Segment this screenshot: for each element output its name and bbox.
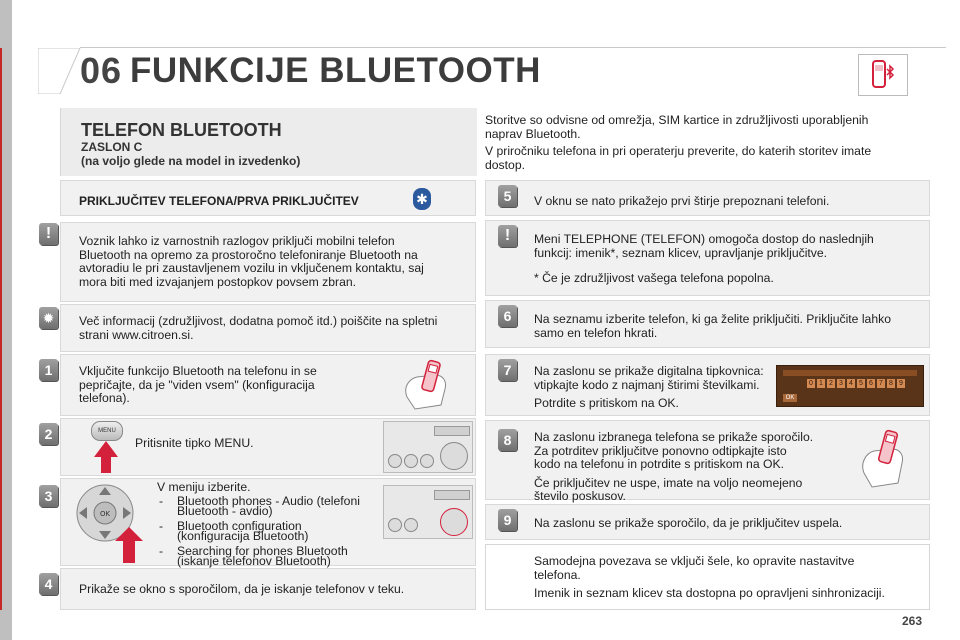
step-number: 8 <box>498 429 517 451</box>
info-text <box>79 315 469 342</box>
info-box <box>42 304 476 352</box>
keypad-key: 8 <box>887 379 895 388</box>
step-number: 9 <box>498 509 517 531</box>
radio-panel-illustration <box>383 485 473 539</box>
chapter-title: FUNKCIJE BLUETOOTH <box>130 51 541 90</box>
step-7-line-3: Potrdite s pritiskom na OK. <box>534 396 679 410</box>
step-8-line-2: Za potrditev priključitve ponovno odtipkajte isto <box>534 443 787 458</box>
note-line-1a: Storitve so odvisne od omrežja, SIM kartice in združljivosti uporabljenih <box>485 113 869 127</box>
hand-phone-illustration <box>852 427 922 491</box>
step-number: 4 <box>39 573 58 595</box>
intro-title: TELEFON BLUETOOTH <box>81 120 282 140</box>
menu-option-1b: Bluetooth - avdio) <box>177 504 273 518</box>
keypad-key: 5 <box>857 379 865 388</box>
radio-panel-illustration <box>383 421 473 473</box>
intro-subtitle-1: ZASLON C <box>81 140 143 154</box>
note-line-2b: dostop. <box>485 157 525 172</box>
menu-option-3a: Searching for phones Bluetooth <box>177 543 348 558</box>
step-7-box <box>485 354 930 416</box>
arrow-up-icon <box>94 441 118 457</box>
intro-subtitle-2: (na voljo glede na model in izvedenko) <box>81 154 301 168</box>
step-6-line-1: Na seznamu izberite telefon, ki ga želite priključiti. Priključite lahko <box>534 312 891 326</box>
keypad-keys <box>807 374 917 390</box>
step-number: 1 <box>39 359 58 381</box>
step-6-text <box>534 313 924 340</box>
section-header-box <box>60 180 476 216</box>
exclamation-icon: ! <box>39 223 58 245</box>
keypad-key: 6 <box>867 379 875 388</box>
step-6-box <box>485 300 930 348</box>
menu-option-1a: Bluetooth phones - Audio (telefoni <box>177 493 360 508</box>
telephone-menu-line-1: Meni TELEPHONE (TELEFON) omogoča dostop do naslednjih <box>534 232 874 246</box>
step-1-text <box>79 365 359 406</box>
warning-line-1: Voznik lahko iz varnostnih razlogov priključi mobilni telefon <box>79 234 395 248</box>
step-5-text: V oknu se nato prikažejo prvi štirje prepoznani telefoni. <box>534 194 830 208</box>
step-8-text <box>534 431 844 504</box>
auto-connect-line-1: Samodejna povezava se vključi šele, ko opravite nastavitve <box>534 554 855 568</box>
step-number: 2 <box>39 423 58 445</box>
step-number: 3 <box>39 485 58 507</box>
keypad-ok: OK <box>783 394 797 402</box>
arrow-up-right-icon <box>115 527 145 563</box>
auto-connect-line-3: Imenik in seznam klicev sta dostopna po opravljeni sinhronizaciji. <box>534 586 885 600</box>
bullet-dash: - <box>159 493 164 508</box>
ok-key-label: OK <box>99 510 111 518</box>
note-line-1b: naprav Bluetooth. <box>485 126 581 141</box>
step-2-box <box>44 418 476 476</box>
step-3-text <box>157 481 387 569</box>
step-1-line-1: Vključite funkcijo Bluetooth na telefonu in se <box>79 364 317 378</box>
hand-phone-illustration <box>395 357 465 413</box>
step-9-text: Na zaslonu se prikaže sporočilo, da je priključitev uspela. <box>534 516 843 530</box>
step-8-line-4: Če priključitev ne uspe, imate na voljo neomejeno <box>534 475 803 490</box>
telephone-menu-text <box>534 233 924 286</box>
section-title: PRIKLJUČITEV TELEFONA/PRVA PRIKLJUČITEV <box>79 194 359 208</box>
info-line-2: strani www.citroen.si. <box>79 327 194 342</box>
keypad-key: 9 <box>897 379 905 388</box>
keypad-key: 1 <box>817 379 825 388</box>
bluetooth-icon: ✱ <box>413 188 431 210</box>
step-4-text: Prikaže se okno s sporočilom, da je iskanje telefonov v teku. <box>79 582 405 596</box>
step-8-box <box>485 420 930 503</box>
step-number: 5 <box>498 185 517 207</box>
auto-connect-text <box>534 555 924 601</box>
compatibility-footnote: * Če je združljivost vašega telefona popolna. <box>534 271 774 285</box>
page-edge-bar <box>0 0 12 640</box>
step-3-box <box>44 478 476 568</box>
chapter-number: 06 <box>80 50 123 91</box>
step-1-line-2: pepričajte, da je "viden vsem" (konfiguracija <box>79 377 315 392</box>
step-8-line-5: število poskusov. <box>534 489 626 503</box>
keypad-key: 7 <box>877 379 885 388</box>
arrow-stem <box>101 457 111 473</box>
step-number: 6 <box>498 305 517 327</box>
gear-icon: ✹ <box>39 307 58 329</box>
menu-option-2b: (konfiguracija Bluetooth) <box>177 529 309 543</box>
step-1-line-3: telefona). <box>79 391 130 405</box>
note-line-2a: V priročniku telefona in pri operaterju preverite, do katerih storitev imate <box>485 144 872 158</box>
digital-keypad-screen <box>776 365 924 407</box>
warning-box <box>45 222 476 302</box>
page-number: 263 <box>902 614 923 628</box>
telephone-menu-line-2: funkcij: imenik*, seznam klicev, upravljanje priključitve. <box>534 245 828 260</box>
menu-key: MENU <box>91 421 123 441</box>
telephone-menu-note-box <box>485 220 930 296</box>
exclamation-icon: ! <box>498 225 517 247</box>
step-5-box <box>485 180 930 216</box>
step-8-line-3: kodo na telefonu in potrdite s pritiskom na OK. <box>534 457 784 471</box>
step-8-line-1: Na zaslonu izbranega telefona se prikaže sporočilo. <box>534 430 814 444</box>
bullet-dash: - <box>159 518 164 533</box>
step-1-box <box>44 354 476 416</box>
keypad-key: 4 <box>847 379 855 388</box>
auto-connect-line-2: telefona. <box>534 567 581 582</box>
auto-connect-note-box <box>485 544 930 610</box>
step-9-box <box>485 504 930 540</box>
menu-option-2a: Bluetooth configuration <box>177 518 302 533</box>
warning-line-2: Bluetooth na opremo za prostoročno telefoniranje Bluetooth na <box>79 247 418 262</box>
step-4-box <box>44 568 476 610</box>
bullet-dash: - <box>159 543 164 558</box>
step-number: 7 <box>498 359 517 381</box>
availability-note <box>485 114 930 172</box>
step-7-line-2: vtipkajte kodo z najmanj štirimi številkami. <box>534 377 760 392</box>
keypad-key: 0 <box>807 379 815 388</box>
header-rule <box>80 47 946 48</box>
keypad-key: 3 <box>837 379 845 388</box>
intro-box <box>60 108 477 176</box>
menu-option-3b: (iskanje telefonov Bluetooth) <box>177 554 331 568</box>
step-7-line-1: Na zaslonu se prikaže digitalna tipkovnica: <box>534 364 764 378</box>
step-7-text <box>534 365 774 411</box>
info-line-1: Več informacij (združljivost, dodatna pomoč itd.) poiščite na spletni <box>79 314 438 328</box>
warning-line-4: mora biti med izvajanjem postopkov povsem zbran. <box>79 274 357 289</box>
step-3-intro: V meniju izberite. <box>157 480 251 494</box>
step-6-line-2: samo en telefon hkrati. <box>534 325 658 340</box>
phone-bluetooth-icon <box>858 54 908 96</box>
step-2-text: Pritisnite tipko MENU. <box>135 436 254 450</box>
keypad-key: 2 <box>827 379 835 388</box>
warning-text <box>79 235 469 289</box>
warning-line-3: avtoradiu le pri zaustavljenem vozilu in vključenem kontaktu, saj <box>79 261 424 275</box>
